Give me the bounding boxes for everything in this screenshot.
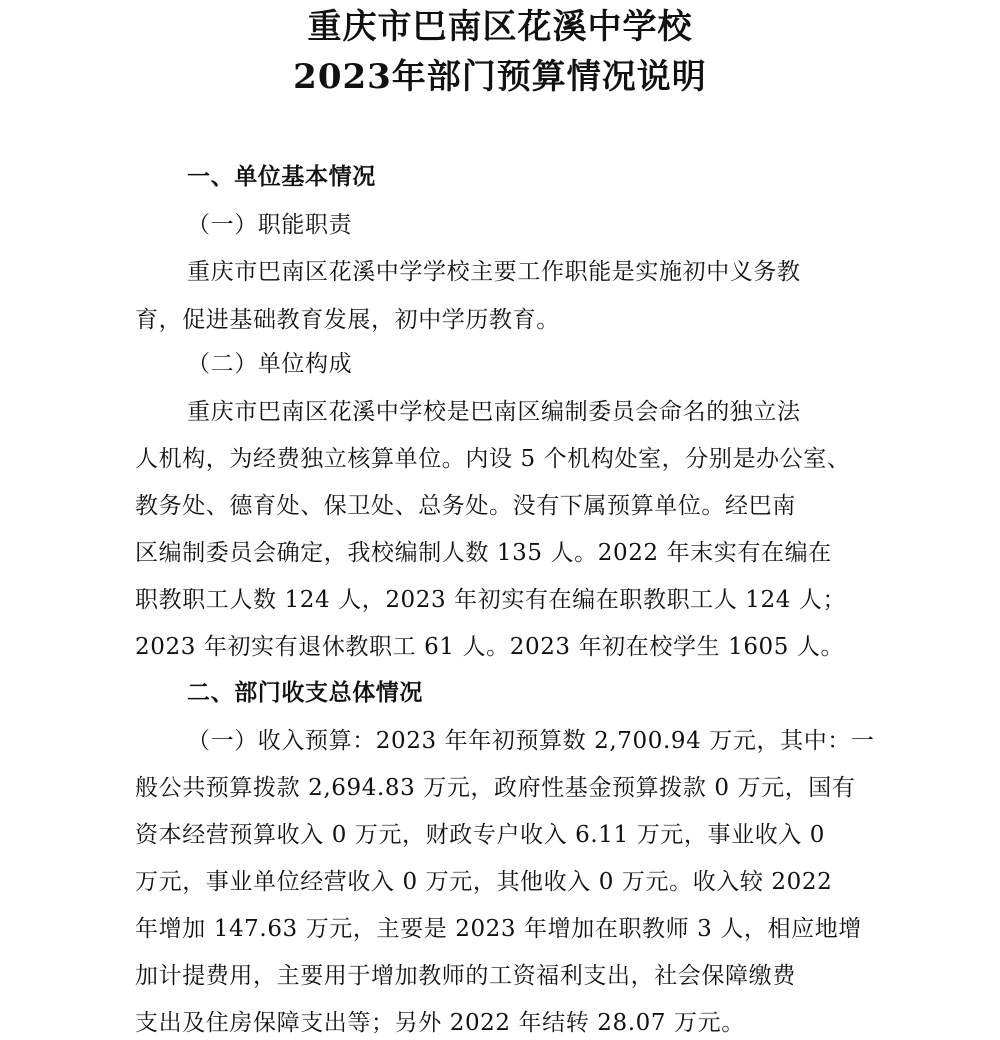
section-heading-budget-overview: 二、部门收支总体情况 bbox=[187, 680, 423, 706]
paragraph-line: 万元，事业单位经营收入 0 万元，其他收入 0 万元。收入较 2022 bbox=[135, 869, 833, 895]
document-title-line-2: 2023年部门预算情况说明 bbox=[293, 57, 707, 97]
subheading-functions: （一）职能职责 bbox=[187, 212, 353, 238]
paragraph-line: 年增加 147.63 万元，主要是 2023 年增加在职教师 3 人，相应地增 bbox=[135, 916, 862, 942]
paragraph-line: 区编制委员会确定，我校编制人数 135 人。2022 年末实有在编在 bbox=[135, 540, 832, 566]
paragraph-line: 般公共预算拨款 2,694.83 万元，政府性基金预算拨款 0 万元，国有 bbox=[135, 775, 856, 801]
paragraph-line: 支出及住房保障支出等；另外 2022 年结转 28.07 万元。 bbox=[135, 1010, 745, 1036]
document-title-line-1: 重庆市巴南区花溪中学校 bbox=[307, 7, 693, 47]
paragraph-line: 资本经营预算收入 0 万元，财政专户收入 6.11 万元，事业收入 0 bbox=[135, 822, 826, 848]
paragraph-line: 教务处、德育处、保卫处、总务处。没有下属预算单位。经巴南 bbox=[135, 493, 796, 519]
subheading-composition: （二）单位构成 bbox=[187, 351, 353, 377]
paragraph-line: 职教职工人数 124 人，2023 年初实有在编在职教职工人 124 人； bbox=[135, 587, 847, 613]
paragraph-line: 加计提费用，主要用于增加教师的工资福利支出，社会保障缴费 bbox=[135, 963, 796, 989]
paragraph-line: （一）收入预算：2023 年年初预算数 2,700.94 万元，其中：一 bbox=[187, 728, 875, 754]
paragraph-line: 育，促进基础教育发展，初中学历教育。 bbox=[135, 307, 560, 333]
paragraph-line: 2023 年初实有退休教职工 61 人。2023 年初在校学生 1605 人。 bbox=[135, 634, 845, 660]
section-heading-basic-info: 一、单位基本情况 bbox=[187, 164, 376, 190]
paragraph-line: 重庆市巴南区花溪中学学校主要工作职能是实施初中义务教 bbox=[187, 259, 801, 285]
paragraph-line: 人机构，为经费独立核算单位。内设 5 个机构处室，分别是办公室、 bbox=[135, 446, 851, 472]
paragraph-line: 重庆市巴南区花溪中学校是巴南区编制委员会命名的独立法 bbox=[187, 399, 801, 425]
